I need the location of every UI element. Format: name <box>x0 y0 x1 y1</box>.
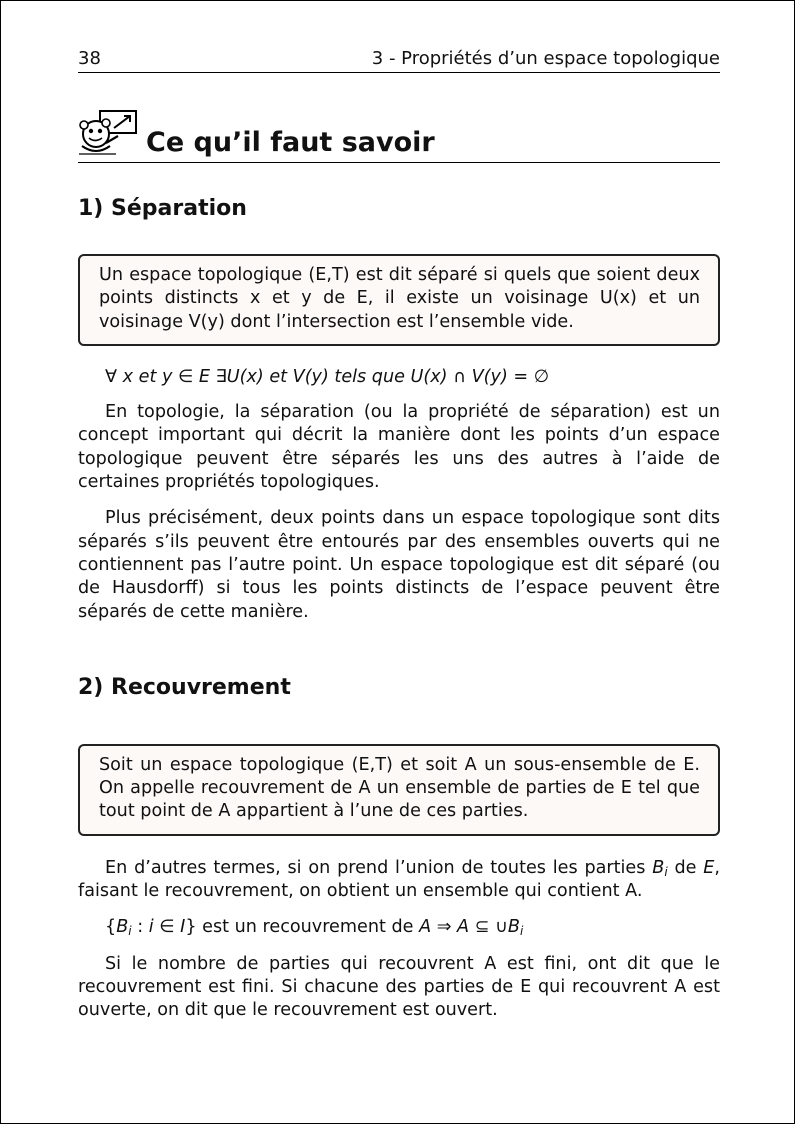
math-term: E <box>703 857 715 878</box>
definition-box-recouvrement <box>78 744 720 836</box>
math-subscript: i <box>664 864 668 879</box>
paragraph: Si le nombre de parties qui recouvrent A est fini, ont dit que le recouvrement est fini. Si chacune des parties de E qui recouvrent A est ouverte, on dit que le recouvrement est ouvert. <box>78 953 720 1021</box>
in-symbol: ∈ <box>159 917 175 938</box>
formula-term: B <box>116 917 129 938</box>
section-title: Ce qu’il faut savoir <box>146 127 435 158</box>
heading-separation: 1) Séparation <box>78 196 247 221</box>
colon: : <box>131 917 149 938</box>
paragraph <box>78 857 720 904</box>
chapter-title: 3 - Propriétés d’un espace topologique <box>371 48 720 69</box>
page-number: 38 <box>78 48 101 69</box>
teacher-mascot-icon <box>78 110 138 156</box>
formula-term: A <box>457 917 470 938</box>
formula-term: i <box>148 917 154 938</box>
text-run: En d’autres termes, si on prend l’union de toutes les parties <box>105 857 653 878</box>
text-run: de <box>667 857 704 878</box>
paragraph: Plus précisément, deux points dans un espace topologique sont dits séparés s’ils peuvent être entourés par des ensembles ouverts qui ne contiennent pas l’autre point. Un espace topologique est dit séparé (ou de Hausdorff) si tous les points distincts de l’espace peuvent être séparés de cette manière. <box>78 508 720 622</box>
subseteq-symbol: ⊆ <box>474 917 490 938</box>
formula-term: A <box>419 917 432 938</box>
formula-term: V(y) <box>471 366 508 387</box>
section-heading <box>78 109 720 163</box>
running-header <box>78 47 720 73</box>
definition-box-separation <box>78 254 720 346</box>
formula-subscript: i <box>128 924 132 939</box>
brace: { <box>105 917 117 938</box>
empty-set-symbol: ∅ <box>533 366 550 387</box>
equals-symbol: = <box>513 366 529 387</box>
formula-term: E <box>198 366 211 387</box>
brace: } <box>185 917 197 938</box>
union-symbol: ∪ <box>495 917 508 938</box>
definition-text: Soit un espace topologique (E,T) et soit A un sous-ensemble de E. On appelle recouvrement de A un ensemble de parties de E tel que tout point de A appartient à l’une de ces parties. <box>99 754 700 822</box>
separation-formula <box>78 366 720 389</box>
intersection-symbol: ∩ <box>453 366 467 387</box>
formula-text: est un recouvrement de <box>196 917 420 938</box>
formula-term: x et y <box>122 366 173 387</box>
formula-term: B <box>507 917 520 938</box>
formula-subscript: i <box>520 924 524 939</box>
formula-term: I <box>180 917 186 938</box>
recouvrement-formula <box>78 916 720 939</box>
definition-text: Un espace topologique (E,T) est dit séparé si quels que soient deux points distincts x et y de E, il existe un voisinage U(x) et un voisinage V(y) dont l’intersection est l’ensemble vide. <box>99 265 700 332</box>
paragraph: En topologie, la séparation (ou la propriété de séparation) est un concept important qui décrit la manière dont les points d’un espace topologique peuvent être séparés les uns des autres à l’aide de certaines propriétés topologiques. <box>78 402 720 493</box>
heading-recouvrement: 2) Recouvrement <box>78 674 291 700</box>
forall-symbol: ∀ <box>105 366 118 387</box>
exists-symbol: ∃ <box>215 366 227 387</box>
in-symbol: ∈ <box>177 366 194 387</box>
math-term: B <box>652 857 665 878</box>
page-content <box>78 47 720 1023</box>
formula-term: U(x) et V(y) tels que U(x) <box>226 366 448 387</box>
implies-symbol: ⇒ <box>436 917 452 938</box>
text-run: , faisant le recouvrement, on obtient un ensemble qui contient A. <box>78 857 720 902</box>
